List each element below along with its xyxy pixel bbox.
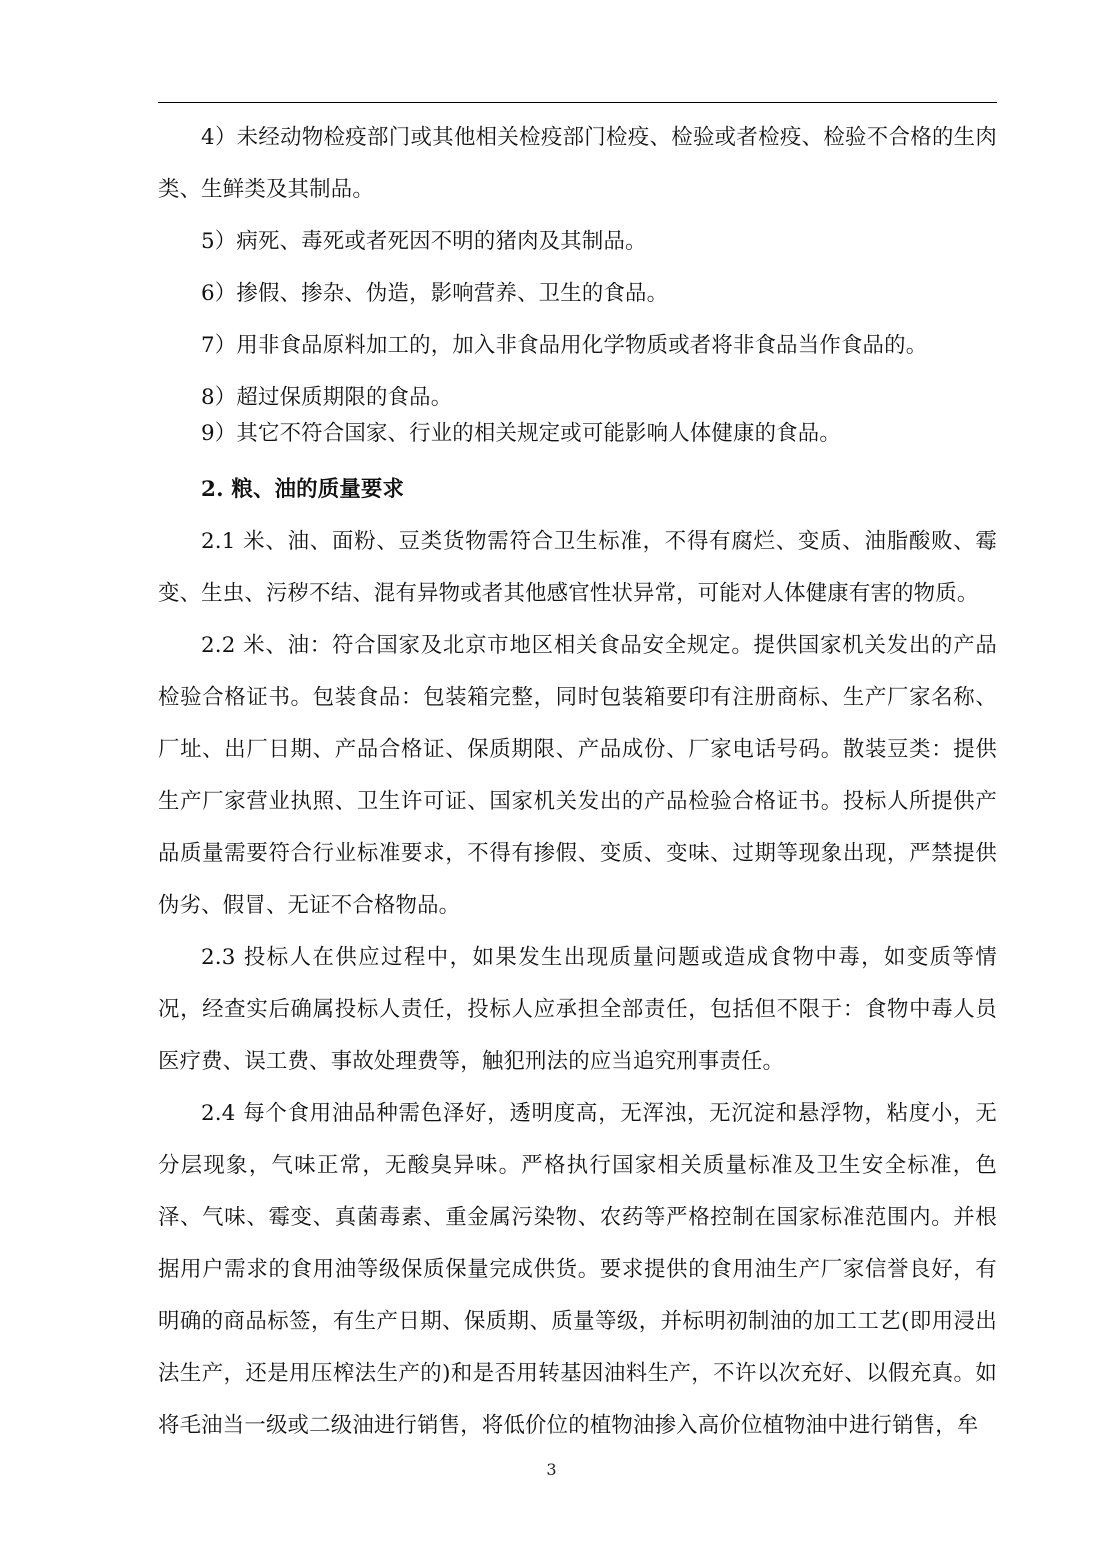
- paragraph-item-5: 5）病死、毒死或者死因不明的猪肉及其制品。: [201, 229, 647, 254]
- section-heading: 2. 粮、油的质量要求: [201, 477, 405, 502]
- paragraph-2-1: 2.1 米、油、面粉、豆类货物需符合卫生标准，不得有腐烂、变质、油脂酸败、霉变、生虫、污秽不结、混有异物或者其他感官性状异常，可能对人体健康有害的物质。: [158, 529, 997, 606]
- page-number: 3: [546, 1460, 557, 1479]
- paragraph-2-4: 2.4 每个食用油品种需色泽好，透明度高，无浑浊，无沉淀和悬浮物，粘度小，无分层现象，气味正常，无酸臭异味。严格执行国家相关质量标准及卫生安全标准，色泽、气味、霉变、真菌毒素、重金属污染物、农药等严格控制在国家标准范围内。并根据用户需求的食用油等级保质保量完成供货。要求提供的食用油生产厂家信誉良好，有明确的商品标签，有生产日期、保质期、质量等级，并标明初制油的加工工艺(即用浸出法生产，还是用压榨法生产的)和是否用转基因油料生产，不许以次充好、以假充真。如将毛油当一级或二级油进行销售，将低价位的植物油掺入高价位植物油中进行销售，牟: [158, 1101, 997, 1438]
- document-body: [158, 112, 997, 1452]
- paragraph-item-6: 6）掺假、掺杂、伪造，影响营养、卫生的食品。: [201, 281, 669, 306]
- paragraph-item-7: 7）用非食品原料加工的，加入非食品用化学物质或者将非食品当作食品的。: [201, 333, 928, 358]
- paragraph-item-9: 9）其它不符合国家、行业的相关规定或可能影响人体健康的食品。: [201, 421, 841, 446]
- paragraph-2-2: 2.2 米、油：符合国家及北京市地区相关食品安全规定。提供国家机关发出的产品检验合格证书。包装食品：包装箱完整，同时包装箱要印有注册商标、生产厂家名称、厂址、出厂日期、产品合格证、保质期限、产品成份、厂家电话号码。散装豆类：提供生产厂家营业执照、卫生许可证、国家机关发出的产品检验合格证书。投标人所提供产品质量需要符合行业标准要求，不得有掺假、变质、变味、过期等现象出现，严禁提供伪劣、假冒、无证不合格物品。: [158, 633, 997, 918]
- paragraph-item-8: 8）超过保质期限的食品。: [201, 385, 453, 410]
- paragraph-item-4: 4）未经动物检疫部门或其他相关检疫部门检疫、检验或者检疫、检验不合格的生肉类、生鲜类及其制品。: [158, 125, 997, 202]
- header-rule: [158, 102, 997, 103]
- paragraph-2-3: 2.3 投标人在供应过程中，如果发生出现质量问题或造成食物中毒，如变质等情况，经查实后确属投标人责任，投标人应承担全部责任，包括但不限于：食物中毒人员医疗费、误工费、事故处理费等，触犯刑法的应当追究刑事责任。: [158, 945, 997, 1074]
